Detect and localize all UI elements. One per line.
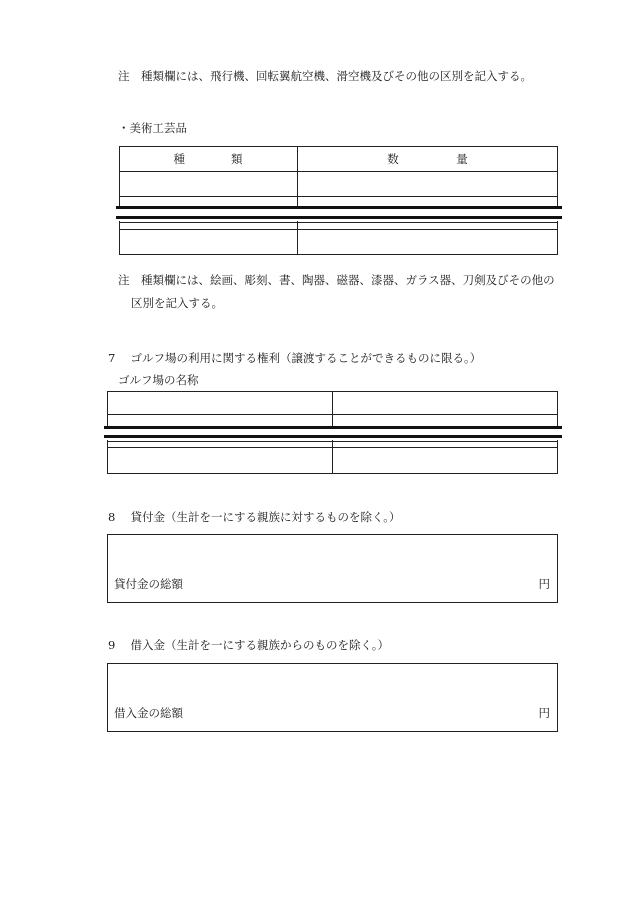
- aircraft-note: 注 種類欄には、飛行機、回転翼航空機、滑空機及びその他の区別を記入する。: [118, 69, 532, 83]
- art-table-column-divider: [297, 222, 298, 255]
- art-note-line-2: 区別を記入する。: [131, 296, 223, 310]
- art-header-kind: 種 類: [173, 152, 243, 166]
- golf-section-heading: 7 ゴルフ場の利用に関する権利（譲渡することができるものに限る。）: [108, 351, 482, 365]
- golf-table-row-divider: [107, 414, 558, 415]
- borrow-total-unit: 円: [538, 706, 550, 720]
- borrow-section-heading: 9 借入金（生計を一にする親族からのものを除く。）: [108, 638, 389, 652]
- art-header-quantity: 数 量: [387, 152, 468, 166]
- art-note-line-1: 注 種類欄には、絵画、彫刻、書、陶器、磁器、漆器、ガラス器、刀剣及びその他の: [118, 273, 555, 287]
- art-section-title: ・美術工芸品: [118, 121, 187, 135]
- art-table-omission-line-bottom: [116, 216, 562, 219]
- borrow-total-box: [107, 663, 558, 732]
- art-table-omission-line-top: [116, 206, 562, 209]
- golf-name-label: ゴルフ場の名称: [118, 373, 199, 387]
- golf-table-omission-line-bottom: [104, 435, 562, 438]
- art-table-header-divider: [119, 171, 558, 172]
- art-table-row-divider: [119, 222, 558, 223]
- golf-table-column-divider: [332, 441, 333, 474]
- loan-total-box: [107, 534, 558, 603]
- loan-section-heading: 8 貸付金（生計を一にする親族に対するものを除く。）: [108, 510, 401, 524]
- loan-total-unit: 円: [538, 577, 550, 591]
- loan-total-label: 貸付金の総額: [114, 577, 183, 591]
- art-table-row-divider: [119, 196, 558, 197]
- art-table-row-divider: [119, 229, 558, 230]
- golf-table-omission-line-top: [104, 426, 562, 429]
- borrow-total-label: 借入金の総額: [114, 706, 183, 720]
